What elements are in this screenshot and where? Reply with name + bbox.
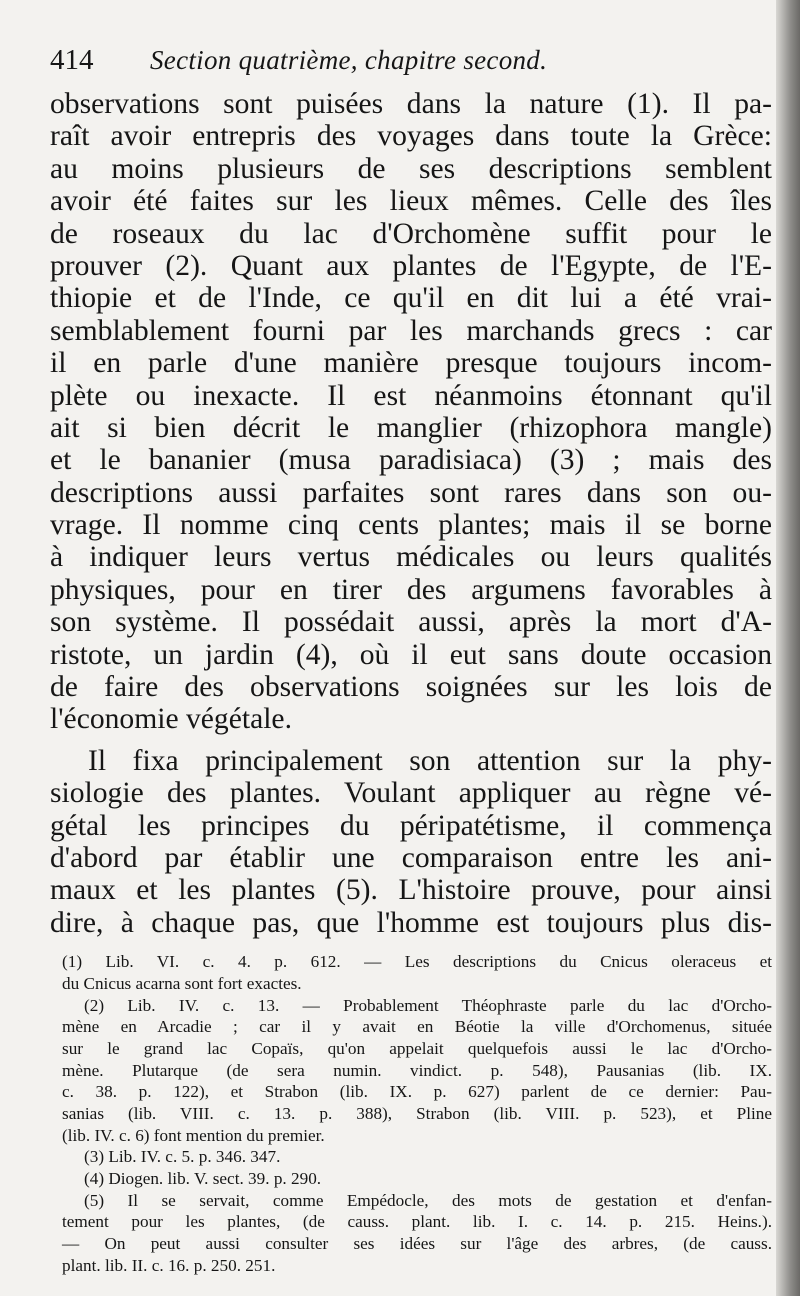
body-line: dire, à chaque pas, que l'homme est toujours plus dis-: [50, 906, 772, 939]
footnote-line: mène en Arcadie ; car il y avait en Béotie la ville d'Orchomenus, située: [62, 1017, 772, 1037]
body-line: physiques, pour en tirer des argumens favorables à: [50, 573, 772, 606]
body-line: de faire des observations soignées sur les lois de: [50, 671, 772, 704]
footnote-line: (2) Lib. IV. c. 13. — Probablement Théophraste parle du lac d'Orcho-: [84, 995, 772, 1015]
body-line: et le bananier (musa paradisiaca) (3) ; mais des: [50, 444, 772, 477]
body-line: au moins plusieurs de ses descriptions semblent: [50, 152, 772, 185]
paragraph-gap: [50, 736, 772, 745]
body-line: à indiquer leurs vertus médicales ou leurs qualités: [50, 541, 772, 574]
footnote-line: (1) Lib. VI. c. 4. p. 612. — Les descriptions du Cnicus oleraceus et: [62, 952, 772, 972]
footnote-line: mène. Plutarque (de sera numin. vindict. p. 548), Pausanias (lib. IX.: [62, 1060, 772, 1080]
book-page: [50, 44, 772, 1276]
body-line: semblablement fourni par les marchands grecs : car: [50, 314, 772, 347]
body-line: l'économie végétale.: [50, 703, 292, 736]
body-line: de roseaux du lac d'Orchomène suffit pour le: [50, 217, 772, 250]
body-line: son système. Il possédait aussi, après la mort d'A-: [50, 606, 772, 639]
running-title: Section quatrième, chapitre second.: [150, 45, 548, 75]
body-line: ristote, un jardin (4), où il eut sans doute occasion: [50, 638, 772, 671]
page-gutter-shadow: [776, 0, 800, 1296]
body-line: il en parle d'une manière presque toujours incom-: [50, 347, 772, 380]
body-line: descriptions aussi parfaites sont rares dans son ou-: [50, 476, 772, 509]
body-line: plète ou inexacte. Il est néanmoins étonnant qu'il: [50, 379, 772, 412]
body-line: vrage. Il nomme cinq cents plantes; mais il se borne: [50, 509, 772, 542]
body-line: Il fixa principalement son attention sur la phy-: [88, 744, 772, 777]
footnote-line: du Cnicus acarna sont fort exactes.: [62, 973, 302, 993]
footnote-line: c. 38. p. 122), et Strabon (lib. IX. p. 627) parlent de ce dernier: Pau-: [62, 1082, 772, 1102]
body-line: observations sont puisées dans la nature (1). Il pa-: [50, 88, 772, 120]
body-line: ait si bien décrit le manglier (rhizophora mangle): [50, 411, 772, 444]
body-line: siologie des plantes. Voulant appliquer au règne vé-: [50, 777, 772, 810]
body-line: avoir été faites sur les lieux mêmes. Celle des îles: [50, 185, 772, 218]
footnote-line: (lib. IV. c. 6) font mention du premier.: [62, 1125, 325, 1145]
body-paragraph-2: [50, 745, 772, 939]
footnote-line: plant. lib. II. c. 16. p. 250. 251.: [62, 1255, 276, 1275]
body-line: raît avoir entrepris des voyages dans toute la Grèce:: [50, 120, 772, 153]
footnote-line: (5) Il se servait, comme Empédocle, des mots de gestation et d'enfan-: [84, 1190, 772, 1210]
page-header: [50, 44, 772, 88]
footnote-line: sanias (lib. VIII. c. 13. p. 388), Strabon (lib. VIII. p. 523), et Pline: [62, 1103, 772, 1123]
page-number: 414: [50, 44, 94, 76]
body-line: gétal les principes du péripatétisme, il commença: [50, 809, 772, 842]
footnote-line: — On peut aussi consulter ses idées sur l'âge des arbres, (de causs.: [62, 1234, 772, 1254]
footnotes: [50, 951, 772, 1276]
body-line: d'abord par établir une comparaison entre les ani-: [50, 841, 772, 874]
footnote-line: sur le grand lac Copaïs, qu'on appelait quelquefois aussi le lac d'Orcho-: [62, 1038, 772, 1058]
body-line: maux et les plantes (5). L'histoire prouve, pour ainsi: [50, 874, 772, 907]
footnote-line: (4) Diogen. lib. V. sect. 39. p. 290.: [84, 1169, 322, 1189]
body-paragraph-1: [50, 88, 772, 736]
footnote-line: (3) Lib. IV. c. 5. p. 346. 347.: [84, 1147, 281, 1167]
footnote-line: tement pour les plantes, (de causs. plant. lib. I. c. 14. p. 215. Heins.).: [62, 1212, 772, 1232]
body-line: thiopie et de l'Inde, ce qu'il en dit lui a été vrai-: [50, 282, 772, 315]
body-line: prouver (2). Quant aux plantes de l'Egypte, de l'E-: [50, 249, 772, 282]
